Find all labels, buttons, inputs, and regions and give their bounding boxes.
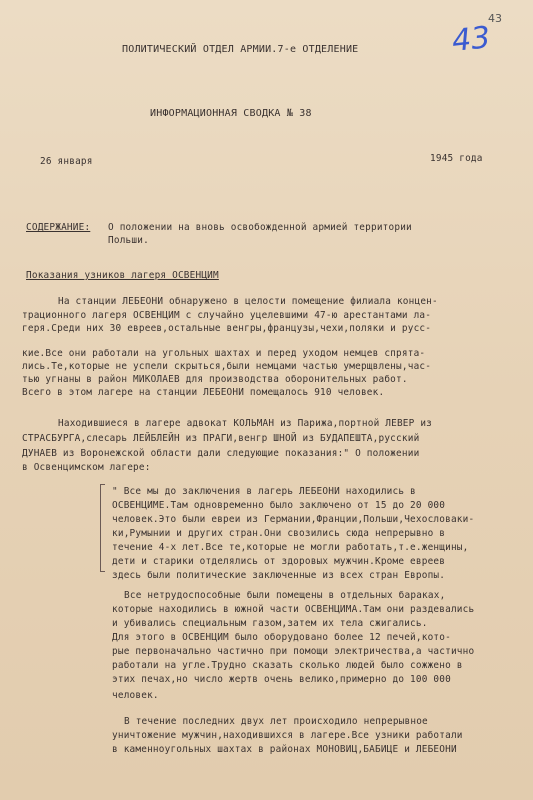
quote-line: " Все мы до заключения в лагерь ЛЕБЕОНИ находились в — [112, 486, 416, 497]
handwritten-page-number: 43 — [450, 20, 492, 59]
section-heading: Показания узников лагеря ОСВЕНЦИМ — [26, 270, 219, 281]
contents-label: СОДЕРЖАНИЕ: — [26, 222, 91, 233]
quote-line: работали на угле.Трудно сказать сколько людей было сожжено в — [112, 660, 463, 671]
date-right: 1945 года — [430, 153, 483, 164]
quote-line: в каменноугольных шахтах в районах МОНОВИЦ,БАБИЦЕ и ЛЕБЕОНИ — [112, 744, 457, 755]
body-line: кие.Все они работали на угольных шахтах и перед уходом немцев спрята- — [22, 348, 426, 359]
document-title: ИНФОРМАЦИОННАЯ СВОДКА № 38 — [150, 108, 312, 119]
quote-line: которые находились в южной части ОСВЕНЦИМА.Там они раздевались — [112, 604, 475, 615]
body-line: геря.Среди них 30 евреев,остальные венгры,французы,чехи,поляки и русс- — [22, 323, 432, 334]
body-line: На станции ЛЕБЕОНИ обнаружено в целости помещение филиала концен- — [58, 296, 438, 307]
body-line: ДУНАЕВ из Воронежской области дали следующие показания:" О положении — [22, 448, 420, 459]
quote-line: ки,Румынии и других стран.Они свозились сюда непрерывно в — [112, 528, 446, 539]
body-line: тью угнаны в район МИКОЛАЕВ для производства оборонительных работ. — [22, 374, 408, 385]
document-header: ПОЛИТИЧЕСКИЙ ОТДЕЛ АРМИИ.7-е ОТДЕЛЕНИЕ — [122, 44, 359, 55]
quote-line: Все нетрудоспособные были помещены в отдельных бараках, — [124, 590, 446, 601]
quote-line: В течение последних двух лет происходило непрерывное — [124, 716, 428, 727]
corner-page-number: 43 — [488, 12, 502, 25]
quote-line: человек. — [112, 690, 159, 701]
quote-line: уничтожение мужчин,находившихся в лагере.Все узники работали — [112, 730, 463, 741]
contents-line-2: Польши. — [108, 235, 149, 246]
quote-line: Для этого в ОСВЕНЦИМ было оборудовано более 12 печей,кото- — [112, 632, 451, 643]
quote-bracket — [100, 484, 105, 572]
body-line: трационного лагеря ОСВЕНЦИМ с случайно уцелевшими 47-ю арестантами ла- — [22, 310, 432, 321]
body-line: в Освенцимском лагере: — [22, 462, 151, 473]
body-line: лись.Те,которые не успели скрыться,были немцами частью умерщвлены,час- — [22, 361, 432, 372]
contents-line-1: О положении на вновь освобожденной армией территории — [108, 222, 412, 233]
quote-line: человек.Это были евреи из Германии,Франции,Польши,Чехословаки- — [112, 514, 475, 525]
body-line: СТРАСБУРГА,слесарь ЛЕЙБЛЕЙН из ПРАГИ,венгр ШНОЙ из БУДАПЕШТА,русский — [22, 433, 420, 444]
quote-line: и убивались специальным газом,затем их тела сжигались. — [112, 618, 428, 629]
quote-line: этих печах,но число жертв очень велико,примерно до 100 000 — [112, 674, 451, 685]
quote-line: дети и старики отделялись от здоровых мужчин.Кроме евреев — [112, 556, 446, 567]
quote-line: рые первоначально частично при помощи электричества,а частично — [112, 646, 475, 657]
body-line: Всего в этом лагере на станции ЛЕБЕОНИ помещалось 910 человек. — [22, 387, 385, 398]
body-line: Находившиеся в лагере адвокат КОЛЬМАН из Парижа,портной ЛЕВЕР из — [58, 418, 433, 429]
quote-line: здесь были политические заключенные из всех стран Европы. — [112, 570, 446, 581]
quote-line: ОСВЕНЦИМЕ.Там одновременно было заключено от 15 до 20 000 — [112, 500, 446, 511]
quote-line: течение 4-х лет.Все те,которые не могли работать,т.е.женщины, — [112, 542, 469, 553]
date-left: 26 января — [40, 156, 93, 167]
